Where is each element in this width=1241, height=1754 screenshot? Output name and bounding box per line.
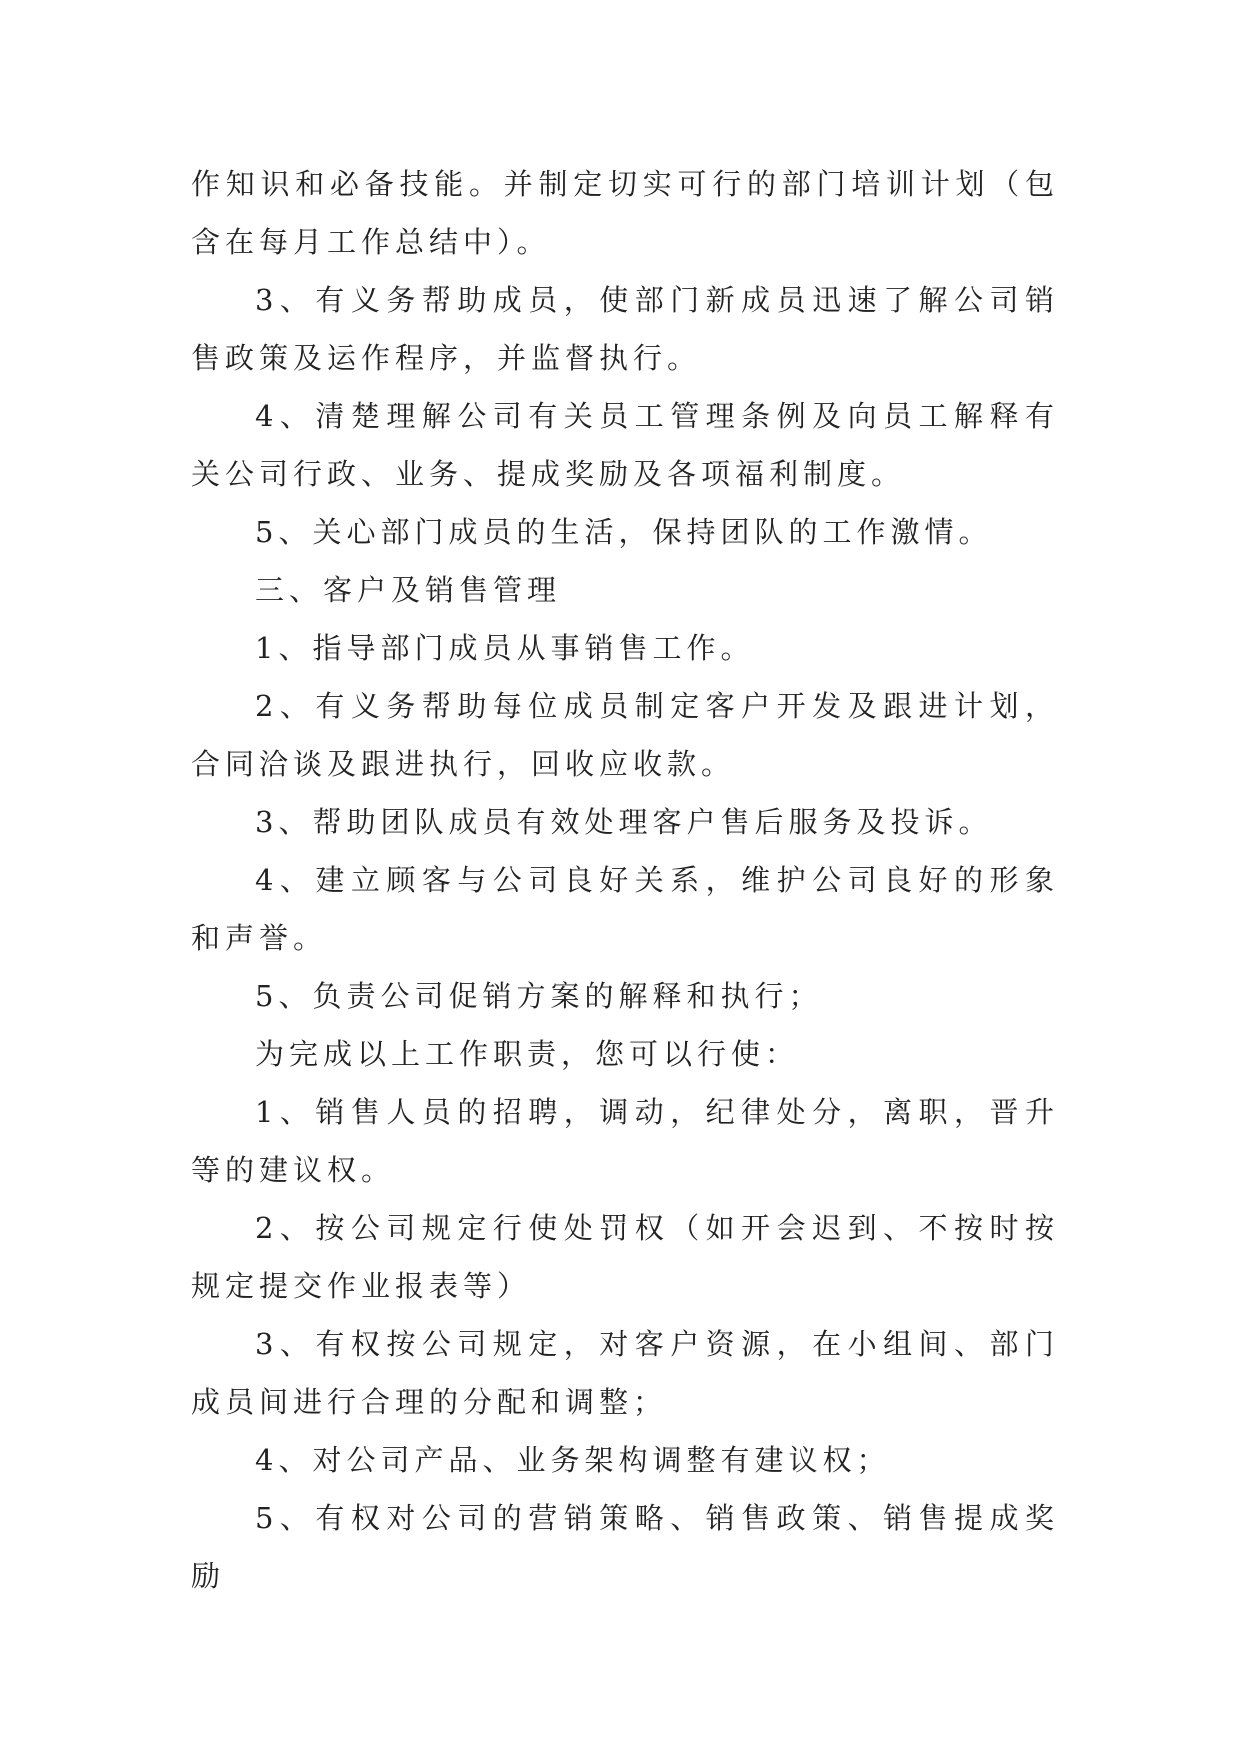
paragraph: 5、关心部门成员的生活，保持团队的工作激情。 xyxy=(255,515,993,549)
section-heading: 三、客户及销售管理 xyxy=(255,573,562,607)
paragraph: 3、帮助团队成员有效处理客户售后服务及投诉。 xyxy=(255,805,993,839)
paragraph-continuation: 作知识和必备技能。并制定切实可行的部门培训计划（包含在每月工作总结中）。 xyxy=(191,167,1059,259)
paragraph: 4、清楚理解公司有关员工管理条例及向员工解释有关公司行政、业务、提成奖励及各项福利制度。 xyxy=(191,399,1059,491)
paragraph: 为完成以上工作职责，您可以行使： xyxy=(255,1037,800,1071)
paragraph: 2、按公司规定行使处罚权（如开会迟到、不按时按规定提交作业报表等） xyxy=(191,1211,1059,1303)
paragraph: 2、有义务帮助每位成员制定客户开发及跟进计划，合同洽谈及跟进执行，回收应收款。 xyxy=(191,689,1059,781)
document-body xyxy=(191,155,1059,1605)
paragraph: 4、建立顾客与公司良好关系，维护公司良好的形象和声誉。 xyxy=(191,863,1059,955)
paragraph: 5、有权对公司的营销策略、销售政策、销售提成奖励 xyxy=(191,1501,1059,1593)
paragraph: 1、指导部门成员从事销售工作。 xyxy=(255,631,755,665)
paragraph: 3、有义务帮助成员，使部门新成员迅速了解公司销售政策及运作程序，并监督执行。 xyxy=(191,283,1059,375)
paragraph: 1、销售人员的招聘，调动，纪律处分，离职，晋升等的建议权。 xyxy=(191,1095,1059,1187)
paragraph: 5、负责公司促销方案的解释和执行； xyxy=(255,979,823,1013)
paragraph: 3、有权按公司规定，对客户资源，在小组间、部门成员间进行合理的分配和调整； xyxy=(191,1327,1059,1419)
paragraph: 4、对公司产品、业务架构调整有建议权； xyxy=(255,1443,891,1477)
